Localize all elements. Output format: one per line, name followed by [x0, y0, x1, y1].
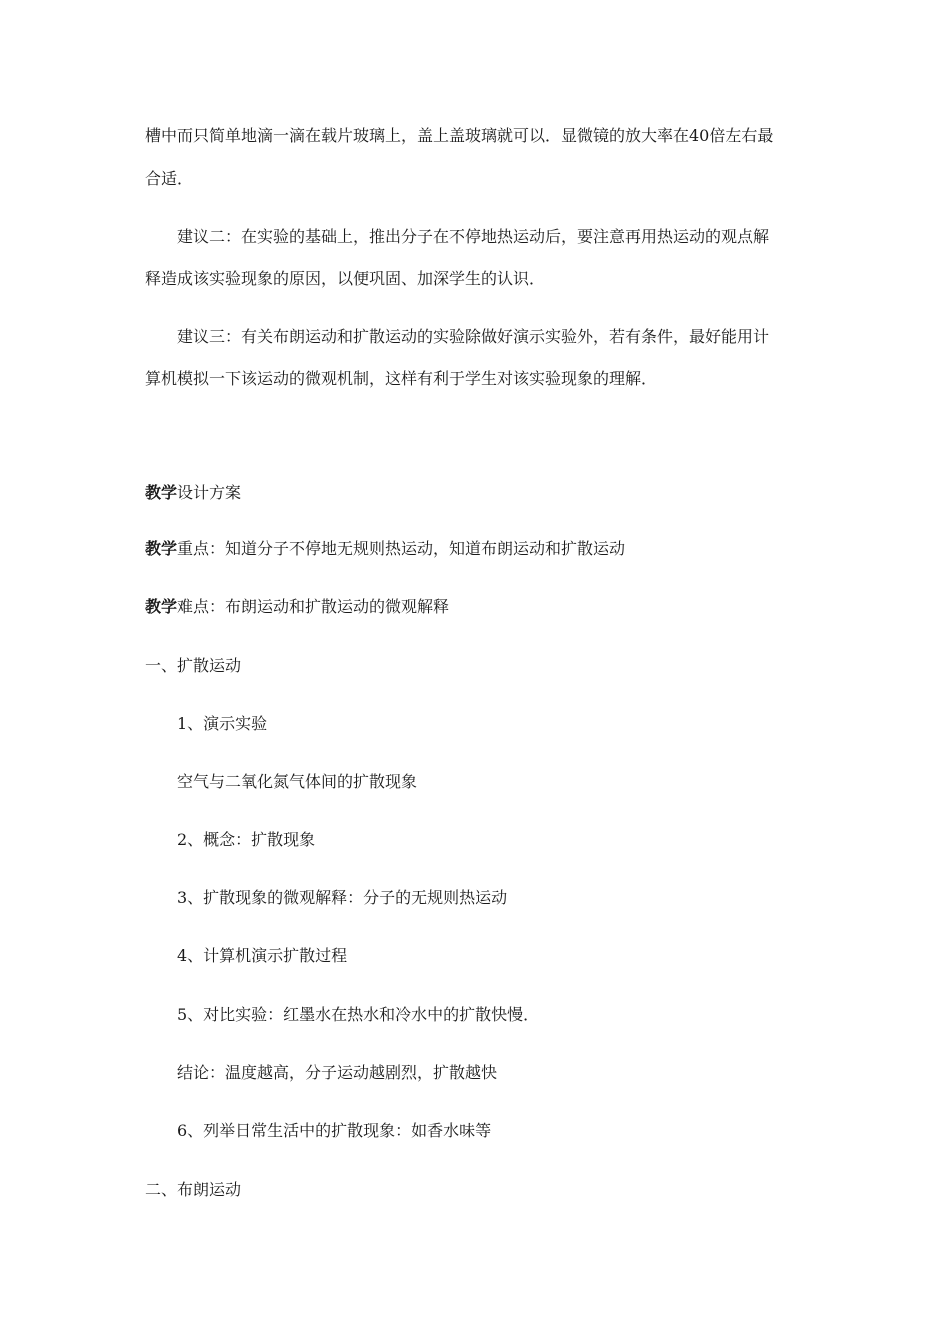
- list-item: 5、对比实验：红墨水在热水和冷水中的扩散快慢．: [177, 1005, 540, 1024]
- paragraph-line: 槽中而只简单地滴一滴在载片玻璃上，盖上盖玻璃就可以．显微镜的放大率在40倍左右最: [145, 126, 774, 145]
- list-item: 3、扩散现象的微观解释：分子的无规则热运动: [177, 888, 508, 907]
- teaching-key-point: [145, 538, 625, 560]
- difficulty-text: 难点：布朗运动和扩散运动的微观解释: [177, 597, 450, 616]
- paragraph-line: 合适．: [145, 169, 194, 188]
- list-item: 6、列举日常生活中的扩散现象：如香水味等: [177, 1121, 492, 1140]
- list-item: 2、概念：扩散现象: [177, 830, 316, 849]
- design-title-rest: 设计方案: [177, 483, 242, 502]
- section-heading-brownian: 二、布朗运动: [145, 1180, 242, 1199]
- section-heading-diffusion: 一、扩散运动: [145, 656, 242, 675]
- key-point-text: 重点：知道分子不停地无规则热运动，知道布朗运动和扩散运动: [177, 539, 626, 558]
- suggestion-two-line: 释造成该实验现象的原因，以便巩固、加深学生的认识．: [145, 269, 546, 288]
- list-item: 1、演示实验: [177, 714, 268, 733]
- design-title: [145, 482, 241, 504]
- difficulty-bold: 教学: [145, 597, 178, 616]
- design-title-bold: 教学: [145, 483, 178, 502]
- teaching-difficulty: [145, 596, 449, 618]
- list-item: 结论：温度越高，分子运动越剧烈，扩散越快: [177, 1063, 498, 1082]
- suggestion-two-line: 建议二：在实验的基础上，推出分子在不停地热运动后，要注意再用热运动的观点解: [177, 227, 770, 246]
- suggestion-three-line: 算机模拟一下该运动的微观机制，这样有利于学生对该实验现象的理解．: [145, 369, 658, 388]
- suggestion-three-line: 建议三：有关布朗运动和扩散运动的实验除做好演示实验外，若有条件，最好能用计: [177, 327, 770, 346]
- list-item: 空气与二氧化氮气体间的扩散现象: [177, 772, 418, 791]
- list-item: 4、计算机演示扩散过程: [177, 946, 348, 965]
- key-point-bold: 教学: [145, 539, 178, 558]
